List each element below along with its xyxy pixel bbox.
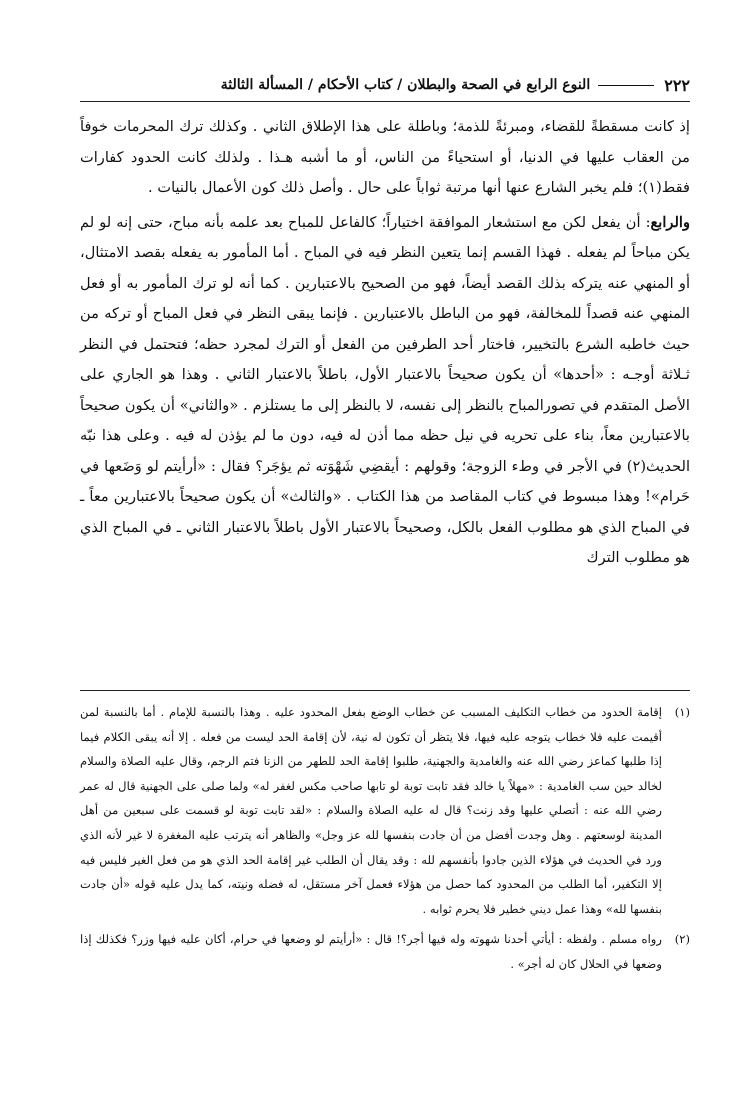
page-number: ٢٢٢ xyxy=(664,75,690,95)
footnotes xyxy=(80,700,690,977)
paragraph-1: إذ كانت مسقطةً للقضاء، ومبرئةً للذمة؛ وباطلة على هذا الإطلاق الثاني . وكذلك ترك المحرمات خوفاً من العقاب عليها في الدنيا، أو استحياءً من الناس، أو ما أشبه هـذا . ولذلك كانت الحدود كفارات فقط(١)؛ فلم يخبر الشارع عنها أنها مرتبة ثواباً على حال . وأصل ذلك كون الأعمال بالنيات . xyxy=(80,118,690,196)
running-header xyxy=(80,70,690,100)
footnote-number: (١) xyxy=(674,705,690,719)
footnote-divider xyxy=(80,690,690,691)
footnote-2 xyxy=(80,927,690,976)
header-dash-rule xyxy=(598,85,654,86)
footnote-text: إقامة الحدود من خطاب التكليف المسبب عن خطاب الوضع بفعل المحدود عليه . وهذا بالنسبة للإمام . أما بالنسبة لمن أقيمت عليه فلا خطاب يتوجه عليه فيها، فلا يتظر أن تكون له نية، لأن إقامة الحد ليست من فعله . إلا أنه يبقى الكلام فيما إذا طلبها كماعز رضي الله عنه والغامدية والجهنية، طلبوا إقامة الحد للطهر من الزنا فتم الرجم، وقال عليه الصلاة والسلام لخالد حين سب الغامدية : «مهلاً يا خالد فقد تابت توبة لو تابها صاحب مكس لغفر له» ولما صلى على الجهنية قال له عمر رضي الله عنه : أتصلي عليها وقد زنت؟ قال له عليه الصلاة والسلام : «لقد تابت توبة لو قسمت على سبعين من أهل المدينة لوسعتهم . وهل وجدت أفضل من أن جادت بنفسها لله عز وجل» والظاهر أنه يترتب عليه المغفرة لا غير لأنه الذي ورد في الحديث في هؤلاء الذين جادوا بأنفسهم لله : وقد يقال أن الطلب غير إقامة الحد الذي هو من فعل الغير فليس فيه إلا التكفير، أما الطلب من المحدود كما حصل من هؤلاء فعمل آخر مستقل، له فضله ونيته، كما يدل عليه قوله «أن جادت بنفسها لله» وهذا عمل ديني خطير فلا يحرم ثوابه . xyxy=(80,705,662,916)
paragraph-2-text: : أن يفعل لكن مع استشعار الموافقة اختياراً؛ كالفاعل للمباح بعد علمه بأنه مباح، حتى إنه لو لم يكن مباحاً لم يفعله . فهذا القسم إنما يتعين النظر فيه في المباح . أما المأمور به يفعله بقصد الامتثال، أو المنهي عنه يتركه بذلك القصد أيضاً، فهو من الصحيح بالاعتبارين . كما أنه لو ترك المأمور به أو فعل المنهي عنه قصداً للمخالفة، فهو من الباطل بالاعتبارين . فإنما يبقى النظر في فعل المباح أو تركه من حيث خاطبه الشرع بالتخيير، فاختار أحد الطرفين من الفعل أو الترك لمجرد حظه؛ فتحتمل في النظر ثـلاثة أوجـه : «أحدها» أن يكون صحيحاً بالاعتبار الأول، باطلاً بالاعتبار الثاني . وهذا هو الجاري على الأصل المتقدم في تصورالمباح بالنظر إلى نفسه، لا بالنظر إلى ما يستلزم . «والثاني» أن يكون صحيحاً بالاعتبارين معاً، بناء على تحريه في نيل حظه مما أذن له فيه، دون ما لم يؤذن له فيه . وعلى هذا نبّه الحديث(٢) في الأجر في وطء الزوجة؛ وقولهم : أيقضِي شَهْوَته ثم يؤجَر؟ فقال : «أرأيتم لو وَضَعها في حَرام»! وهذا مبسوط في كتاب المقاصد من هذا الكتاب . «والثالث» أن يكون صحيحاً بالاعتبارين معاً ـ في المباح الذي هو مطلوب الفعل بالكل، وصحيحاً بالاعتبار الأول باطلاً بالاعتبار الثاني ـ في المباح الذي هو مطلوب الترك xyxy=(80,213,690,566)
paragraph-lead: والرابع xyxy=(650,213,691,231)
running-title: النوع الرابع في الصحة والبطلان / كتاب الأحكام / المسألة الثالثة xyxy=(220,77,591,93)
footnote-number: (٢) xyxy=(674,932,690,947)
main-text xyxy=(80,112,690,574)
footnote-text: رواه مسلم . ولفظه : أيأتي أحدنا شهوته وله فيها أجر؟! قال : «أرأيتم لو وضعها في حرام، أكان عليه فيها وزر؟ فكذلك إذا وضعها في الحلال كان له أجر» . xyxy=(80,932,662,971)
paragraph-2 xyxy=(80,208,690,574)
footnote-1 xyxy=(80,700,690,921)
header-divider xyxy=(80,101,690,102)
